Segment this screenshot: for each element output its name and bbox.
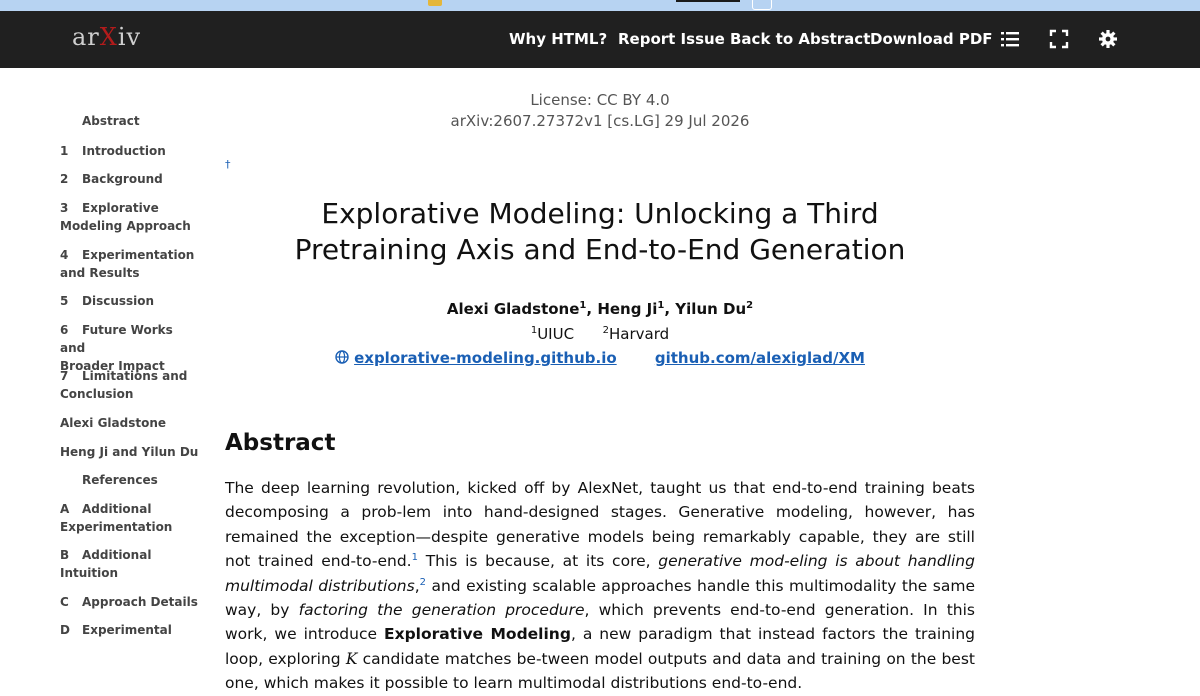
globe-icon (335, 350, 349, 364)
toc-item-background[interactable]: 2 Background (60, 172, 163, 186)
toc-item-limitations-and-conclusion[interactable]: 7 Limitations and Conclusion (60, 369, 188, 401)
fullscreen-icon[interactable] (1048, 28, 1070, 50)
github-link[interactable]: github.com/alexiglad/XM (654, 349, 865, 367)
toc-item-future-works[interactable]: 6 Future Works and Broader Impact (60, 323, 173, 373)
paper-links (200, 348, 1000, 367)
toc-item-introduction[interactable]: 1 Introduction (60, 144, 166, 158)
banner-close-box[interactable] (752, 0, 772, 10)
toc-item-appendix-d[interactable]: D Experimental (60, 623, 172, 637)
banner-underline (676, 0, 740, 2)
license-text[interactable]: License: CC BY 4.0 (530, 91, 670, 109)
paper-affiliations: $^1$UIUC $^2$Harvard (530, 325, 670, 343)
paper-authors: Alexi Gladstone$^1$, Heng Ji$^1$, Yilun Du$^2$ (446, 300, 754, 318)
arxiv-id-text: arXiv:2607.27372v1 [cs.LG] 29 Jul 2026 (450, 112, 750, 130)
download-pdf-link[interactable]: Download PDF (870, 30, 993, 48)
toc-item-experimentation-and-results[interactable]: 4 Experimentation and Results (60, 248, 195, 280)
footnote-ref-1[interactable]: 1 (411, 552, 418, 564)
paper-title: Explorative Modeling: Unlocking a Third Pretraining Axis and End-to-End Generation (294, 197, 906, 266)
abstract-body: The deep learning revolution, kicked off by AlexNet, taught us that end-to-end training beats decomposing a prob-lem into hand-designed stages. Generative modeling, however, has remained the exception—despite generative models being remarkably capable, they are still not trained end-to-end.$^1$ This is because, at its core, generative mod-eling is about handling multimodal distributions,$^2$ and existing scalable approaches handle this multimodality the same way, by factoring the generation procedure, which prevents end-to-end generation. In this work, we introduce Explorative Modeling, a new paradigm that instead factors the training loop, exploring K candidate matches be-tween model outputs and data and training on the best one, which makes it possible to learn multimodal distributions end-to-end. (225, 479, 976, 693)
toc-item-explorative-modeling-approach[interactable]: 3 Explorative Modeling Approach (60, 201, 191, 233)
toc-item-abstract[interactable]: Abstract (82, 114, 140, 128)
footnote-ref-2[interactable]: 2 (419, 576, 427, 588)
toc-item-alexi-gladstone[interactable]: Alexi Gladstone (60, 416, 167, 430)
toc-item-references[interactable]: References (82, 473, 158, 487)
report-issue-link[interactable]: Report Issue (618, 30, 725, 48)
toc-item-heng-ji-and-yilun-du[interactable]: Heng Ji and Yilun Du (60, 445, 199, 459)
why-html-link[interactable]: Why HTML? (509, 30, 608, 48)
toc-item-appendix-b[interactable]: B Additional Intuition (60, 548, 152, 580)
browser-banner-strip (0, 0, 1200, 11)
toc-list-icon[interactable] (999, 28, 1021, 50)
settings-gear-icon[interactable] (1097, 28, 1119, 50)
back-to-abstract-link[interactable]: Back to Abstract (730, 30, 871, 48)
arxiv-logo[interactable]: arXiv (72, 23, 142, 51)
footnote-dagger[interactable]: † (225, 158, 231, 171)
toc-item-discussion[interactable]: 5 Discussion (60, 294, 155, 308)
banner-emoji-icon (428, 0, 442, 6)
abstract-heading: Abstract (225, 430, 336, 456)
toc-item-appendix-a[interactable]: A Additional Experimentation (60, 502, 173, 534)
paper-meta (200, 90, 1000, 132)
toc-item-appendix-c[interactable]: C Approach Details (60, 595, 198, 609)
arxiv-header (0, 11, 1200, 68)
project-website-link[interactable]: explorative-modeling.github.io (354, 349, 617, 367)
